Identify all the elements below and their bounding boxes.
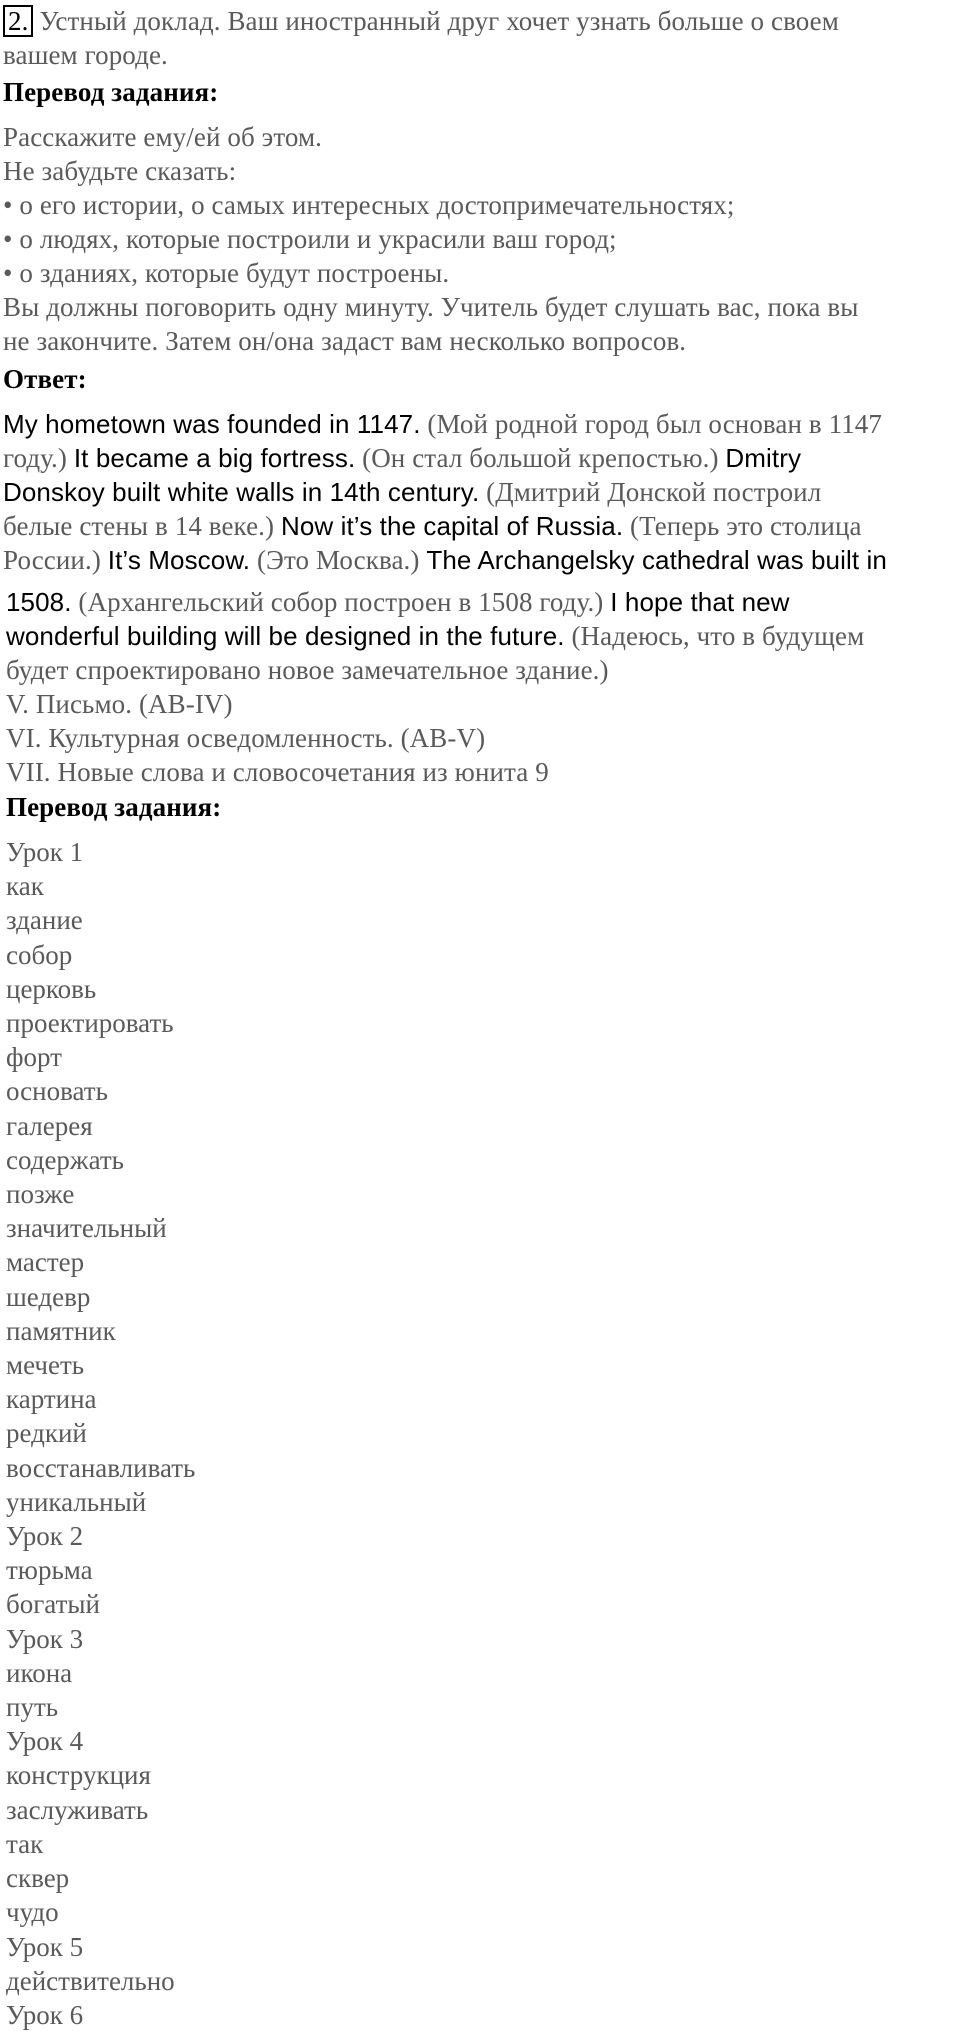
vocab-word: восстанавливать xyxy=(6,1452,196,1483)
vocab-word: чудо xyxy=(6,1897,59,1928)
answer-ru: (Теперь это столица xyxy=(623,511,862,541)
answer-heading: Ответ: xyxy=(3,364,87,394)
answer-line-6 xyxy=(6,585,790,619)
task-text-1: Устный доклад. Ваш иностранный друг хочет узнать больше о своем xyxy=(39,6,839,36)
vocabulary-list xyxy=(6,835,195,2032)
answer-en: It became a big fortress. xyxy=(73,443,356,473)
vocab-word: уникальный xyxy=(6,1486,147,1517)
answer-line-3 xyxy=(3,475,821,509)
vocab-word: икона xyxy=(6,1657,73,1688)
vocab-word: шедевр xyxy=(6,1281,91,1312)
vocab-word: богатый xyxy=(6,1589,100,1620)
answer-ru: России.) xyxy=(3,545,108,575)
answer-en: I hope that new xyxy=(610,587,790,617)
vocab-word: так xyxy=(6,1828,44,1859)
vocab-word: памятник xyxy=(6,1315,116,1346)
vocab-word: конструкция xyxy=(6,1760,151,1791)
section-heading: VII. Новые слова и словосочетания из юнита 9 xyxy=(6,757,549,787)
vocab-word: редкий xyxy=(6,1418,87,1449)
lesson-heading: Урок 6 xyxy=(6,1999,84,2030)
vocab-word: заслуживать xyxy=(6,1794,149,1825)
translation-heading: Перевод задания: xyxy=(3,77,219,107)
answer-line-5 xyxy=(3,543,887,577)
vocab-word: путь xyxy=(6,1692,59,1723)
answer-line-4 xyxy=(3,509,862,543)
translation-heading-2: Перевод задания: xyxy=(6,792,222,822)
translation-line: Не забудьте сказать: xyxy=(3,156,237,186)
translation-line: • о его истории, о самых интересных достопримечательностях; xyxy=(3,190,735,220)
task-number-box: 2. xyxy=(3,5,33,37)
answer-ru: году.) xyxy=(3,443,74,473)
answer-ru: (Он стал большой крепостью.) xyxy=(355,443,726,473)
vocab-word: значительный xyxy=(6,1213,167,1244)
answer-line-7 xyxy=(6,619,864,653)
answer-ru: (Дмитрий Донской построил xyxy=(479,477,822,507)
vocab-word: собор xyxy=(6,939,73,970)
answer-en: Donskoy built white walls in 14th century. xyxy=(3,477,480,507)
translation-line: Расскажите ему/ей об этом. xyxy=(3,122,322,152)
task-line-2: вашем городе. xyxy=(3,40,168,70)
answer-ru: белые стены в 14 веке.) xyxy=(3,511,281,541)
answer-en: The Archangelsky cathedral was built in xyxy=(426,545,887,575)
answer-en: My hometown was founded in 1147. xyxy=(3,409,421,439)
vocab-word: здание xyxy=(6,905,83,936)
answer-line-2 xyxy=(3,441,801,475)
translation-line: • о людях, которые построили и украсили ваш город; xyxy=(3,224,617,254)
answer-ru: (Это Москва.) xyxy=(250,545,427,575)
vocab-word: мечеть xyxy=(6,1350,85,1381)
section-heading: VI. Культурная осведомленность. (AB-V) xyxy=(6,723,486,753)
vocab-word: картина xyxy=(6,1384,97,1415)
answer-en: Now it’s the capital of Russia. xyxy=(280,511,624,541)
answer-en: It’s Moscow. xyxy=(107,545,251,575)
answer-line-8: будет спроектировано новое замечательное здание.) xyxy=(6,655,609,685)
task-line-1 xyxy=(3,4,839,38)
vocab-word: сквер xyxy=(6,1863,70,1894)
vocab-word: позже xyxy=(6,1179,75,1210)
lesson-heading: Урок 1 xyxy=(6,837,84,867)
answer-en: 1508. xyxy=(6,587,72,617)
vocab-word: действительно xyxy=(6,1965,175,1996)
vocab-word: основать xyxy=(6,1076,108,1107)
translation-line: • о зданиях, которые будут построены. xyxy=(3,258,450,288)
vocab-word: как xyxy=(6,871,44,902)
answer-ru: (Надеюсь, что в будущем xyxy=(564,621,865,651)
answer-ru: (Архангельский собор построен в 1508 году.) xyxy=(71,587,611,617)
lesson-heading: Урок 5 xyxy=(6,1931,84,1962)
vocab-word: тюрьма xyxy=(6,1555,93,1586)
answer-ru: (Мой родной город был основан в 1147 xyxy=(420,409,883,439)
vocab-word: содержать xyxy=(6,1144,124,1175)
vocab-word: форт xyxy=(6,1042,62,1073)
vocab-word: церковь xyxy=(6,973,97,1004)
vocab-word: проектировать xyxy=(6,1008,174,1039)
lesson-heading: Урок 4 xyxy=(6,1726,84,1757)
translation-line: не закончите. Затем он/она задаст вам несколько вопросов. xyxy=(3,326,687,356)
lesson-heading: Урок 3 xyxy=(6,1623,84,1654)
lesson-heading: Урок 2 xyxy=(6,1521,84,1552)
answer-en: wonderful building will be designed in the future. xyxy=(6,621,565,651)
answer-en: Dmitry xyxy=(725,443,802,473)
vocab-word: мастер xyxy=(6,1247,85,1278)
answer-line-1 xyxy=(3,407,882,441)
translation-line: Вы должны поговорить одну минуту. Учитель будет слушать вас, пока вы xyxy=(3,292,859,322)
section-heading: V. Письмо. (AB-IV) xyxy=(6,689,233,719)
vocab-word: галерея xyxy=(6,1110,93,1141)
